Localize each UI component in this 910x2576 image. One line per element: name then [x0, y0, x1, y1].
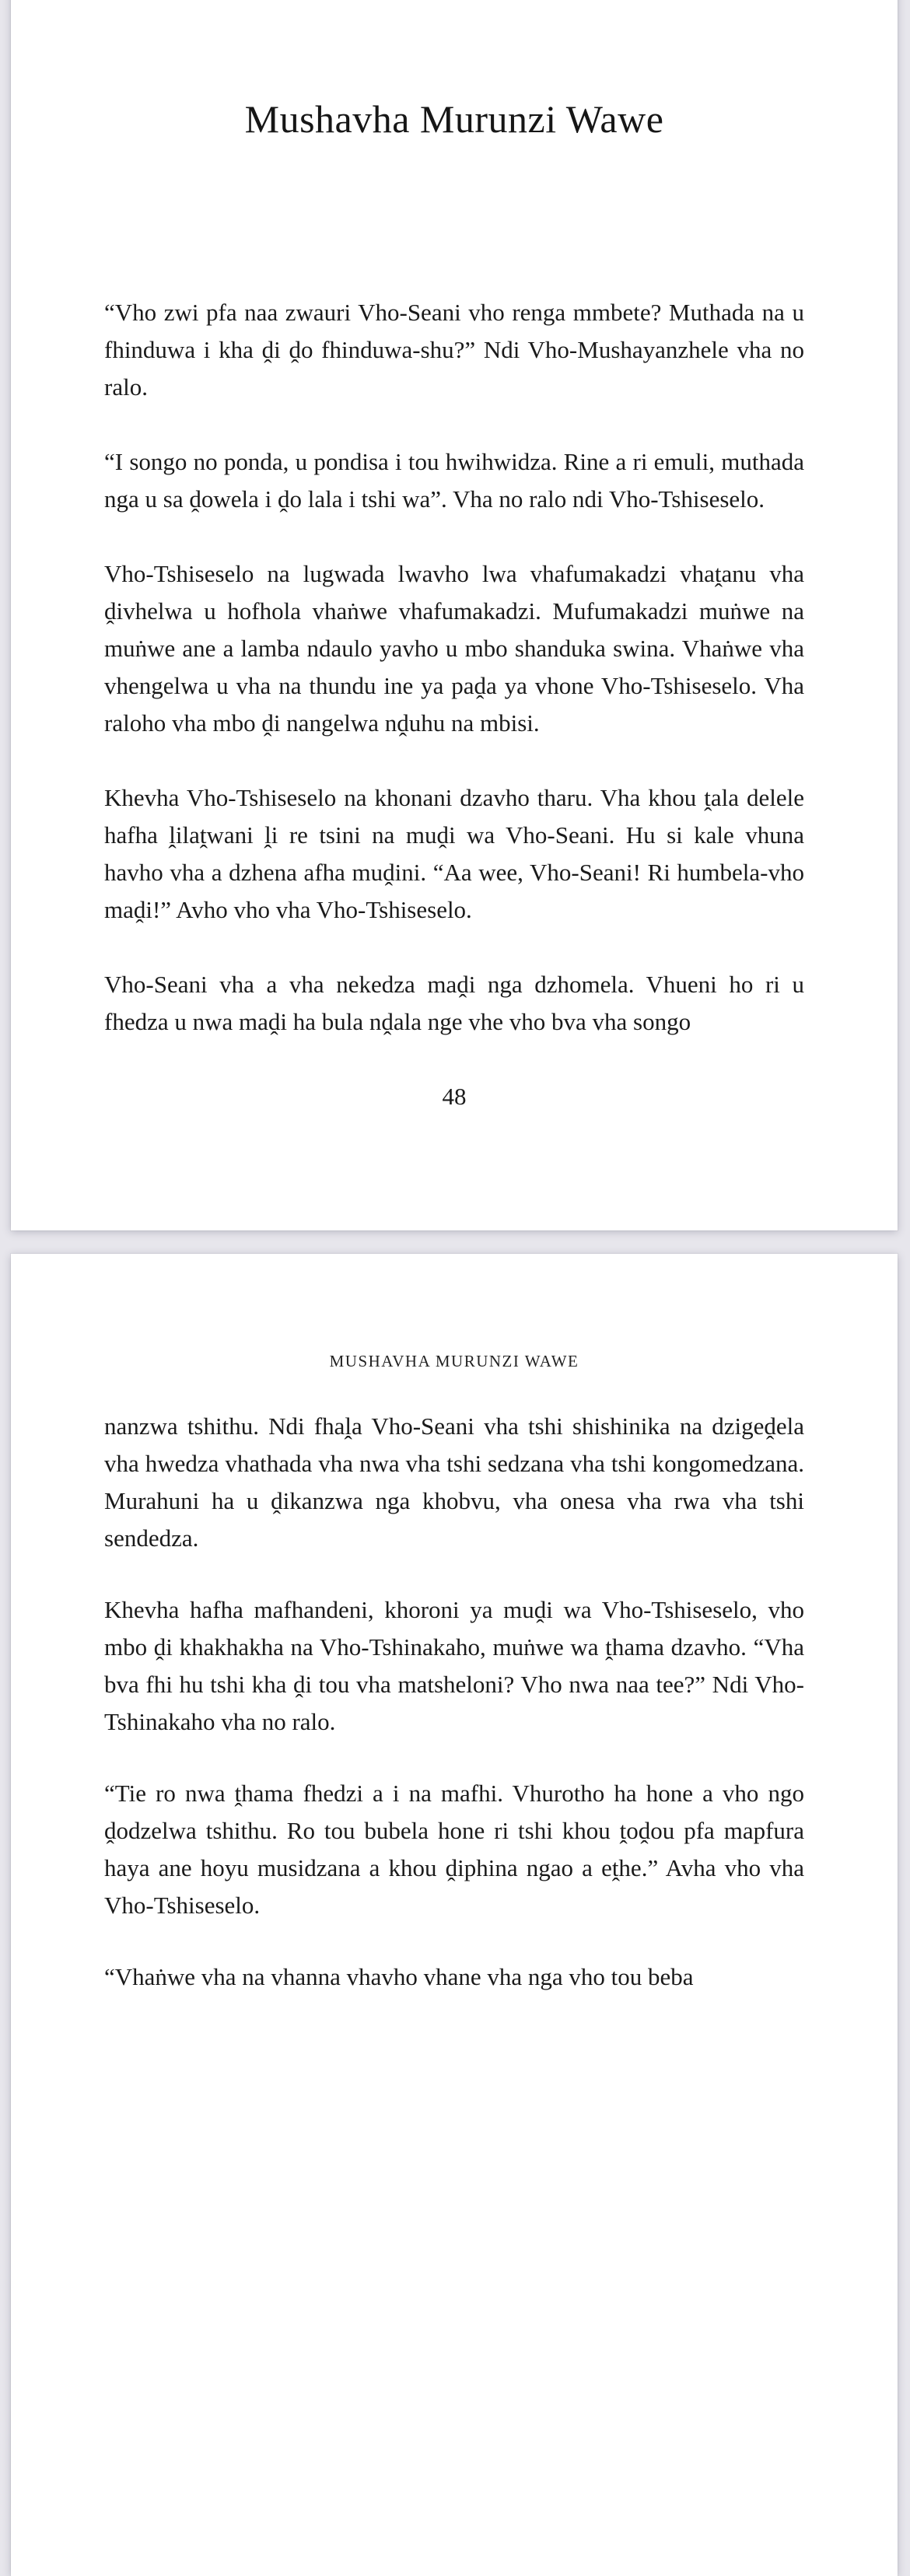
paragraph: “Vhaṅwe vha na vhanna vhavho vhane vha nga vho tou beba	[104, 1963, 694, 1990]
book-page-48	[11, 0, 898, 1230]
paragraph: Khevha hafha mafhandeni, khoroni ya muḓi wa Vho-Tshiseselo, vho mbo ḓi khakhakha na Vho-Tshinakaho, muṅwe wa ṱhama dzavho. “Vha bva fhi hu tshi kha ḓi tou vha matsheloni? Vho nwa naa tee?” Ndi Vho-Tshinakaho vha no ralo.	[104, 1596, 804, 1735]
page-number: 48	[442, 1083, 467, 1110]
chapter-title: Mushavha Murunzi Wawe	[244, 97, 664, 141]
paragraph: nanzwa tshithu. Ndi fhaḽa Vho-Seani vha tshi shishinika na dzigeḓela vha hwedza vhathada vha nwa vha tshi sedzana vha tshi kongomedzana. Murahuni ha u ḓikanzwa nga khobvu, vha onesa vha rwa vha tshi sendedza.	[104, 1412, 804, 1552]
paragraph: Vho-Seani vha a vha nekedza maḓi nga dzhomela. Vhueni ho ri u fhedza u nwa maḓi ha bula nḓala nge vhe vho bva vha songo	[104, 971, 804, 1035]
paragraph: Vho-Tshiseselo na lugwada lwavho lwa vhafumakadzi vhaṱanu vha ḓivhelwa u hofhola vhaṅwe vhafumakadzi. Mufumakadzi muṅwe na muṅwe ane a lamba ndaulo yavho u mbo shanduka swina. Vhaṅwe vha vhengelwa u vha na thundu ine ya paḓa ya vhone Vho-Tshiseselo. Vha raloho vha mbo ḓi nangelwa nḓuhu na mbisi.	[104, 560, 804, 737]
paragraph: Khevha Vho-Tshiseselo na khonani dzavho tharu. Vha khou ṱala delele hafha ḽilaṱwani ḽi re tsini na muḓi wa Vho-Seani. Hu si kale vhuna havho vha a dzhena afha muḓini. “Aa wee, Vho-Seani! Ri humbela-vho maḓi!” Avho vho vha Vho-Tshiseselo.	[104, 784, 804, 923]
paragraph: “Vho zwi pfa naa zwauri Vho-Seani vho renga mmbete? Muthada na u fhinduwa i kha ḓi ḓo fhinduwa-shu?” Ndi Vho-Mushayanzhele vha no ralo.	[104, 299, 804, 401]
running-head: MUSHAVHA MURUNZI WAWE	[329, 1352, 579, 1370]
page-49-body	[104, 1408, 804, 1996]
paragraph: “Tie ro nwa ṱhama fhedzi a i na mafhi. Vhurotho ha hone a vho ngo ḓodzelwa tshithu. Ro tou bubela hone ri tshi khou ṱoḓou pfa mapfura haya ane hoyu musidzana a khou ḓiphina ngao a eṱhe.” Avha vho vha Vho-Tshiseselo.	[104, 1780, 804, 1919]
paragraph: “I songo no ponda, u pondisa i tou hwihwidza. Rine a ri emuli, muthada nga u sa ḓowela i ḓo lala i tshi wa”. Vha no ralo ndi Vho-Tshiseselo.	[104, 448, 804, 513]
page-48-body	[104, 294, 804, 1041]
book-page-49	[11, 1254, 898, 2576]
